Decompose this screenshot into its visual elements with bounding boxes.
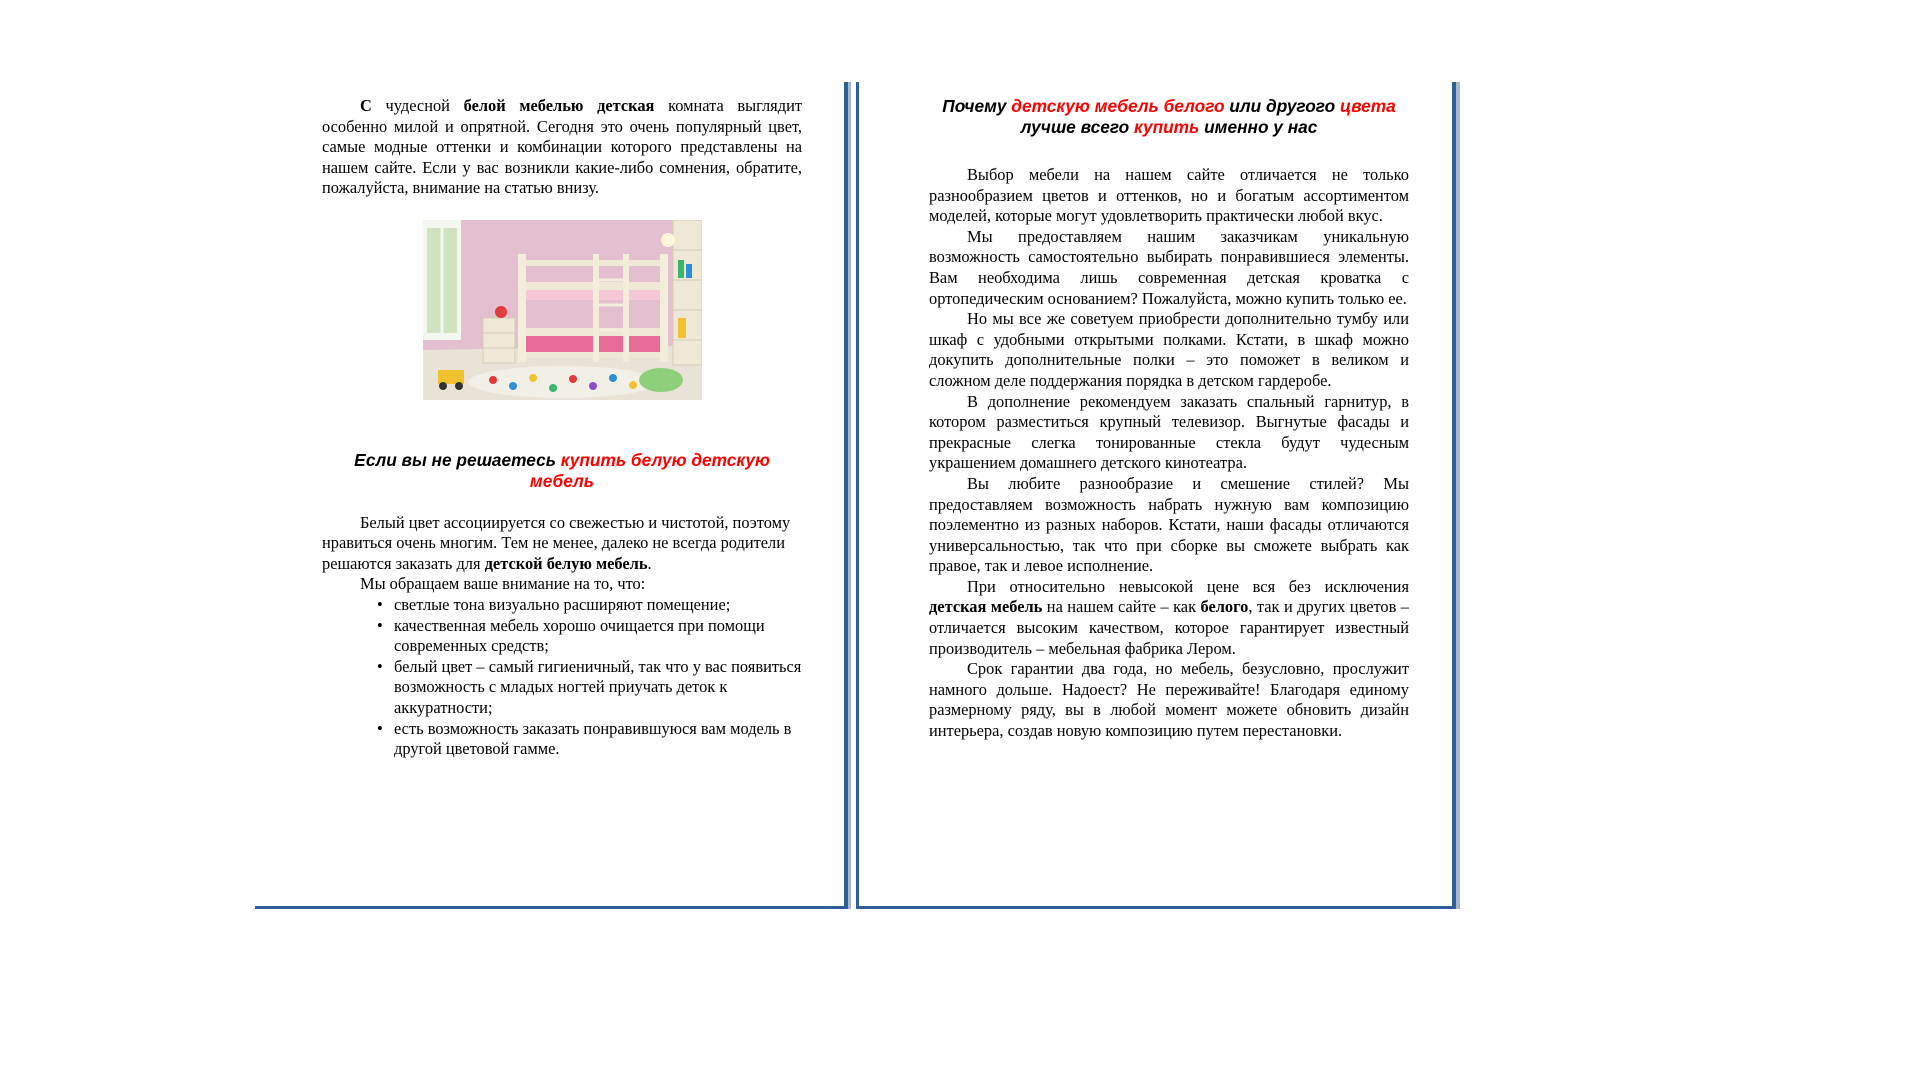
p6-bold-1: детская мебель <box>929 597 1043 617</box>
bullet-list <box>322 595 802 760</box>
right-paragraph-6 <box>929 577 1409 659</box>
p6-text-1: на нашем сайте – как <box>1042 597 1201 617</box>
right-paragraph: Мы предоставляем нашим заказчикам уникальную возможность самостоятельно выбирать понравившиеся элементы. Вам необходима лишь современная детская кроватка с ортопедическим основанием? Пожалуйста, можно купить только ее. <box>929 226 1409 308</box>
right-paragraph-7: Срок гарантии два года, но мебель, безусловно, прослужит намного дольше. Надоест? Не переживайте! Благодаря единому размерному ряду, вы в любой момент можете обновить дизайн интерьера, создав новую композицию путем перестановки. <box>929 659 1409 741</box>
para1-bold: детской белую мебель <box>484 553 648 573</box>
list-item: • белый цвет – самый гигиеничный, так что у вас появиться возможность с младых ногтей приучать деток к аккуратности; <box>394 657 802 719</box>
right-paragraph: Выбор мебели на нашем сайте отличается не только разнообразием цветов и оттенков, но и богатым ассортиментом моделей, которые могут удовлетворить практически любой вкус. <box>929 165 1409 226</box>
intro-bold-phrase: белой мебелью детская <box>463 96 655 115</box>
intro-text-start: чудесной <box>385 96 450 115</box>
rh-red-f: купить <box>1133 117 1200 137</box>
left-heading-text: Если вы не решаетесь <box>354 449 561 470</box>
rh-text-g: именно у нас <box>1199 117 1318 137</box>
list-item: • есть возможность заказать понравившуюся вам модель в другой цветовой гамме. <box>394 719 802 760</box>
right-paragraph: В дополнение рекомендуем заказать спальный гарнитур, в котором разместиться крупный телевизор. Выгнутые фасады и прекрасные слегка тонированные стекла будут чудесным украшением домашнего детского кинотеатра. <box>929 391 1409 473</box>
intro-bold-c: С <box>360 96 372 115</box>
rh-red-d: цвета <box>1339 96 1396 116</box>
document-page-right <box>856 82 1456 909</box>
photo-container <box>322 220 802 406</box>
rh-text-c: или другого <box>1224 96 1340 116</box>
p6-bold-2: белого <box>1200 597 1249 617</box>
left-heading-red-link: купить белую детскую мебель <box>529 449 770 491</box>
rh-text-a: Почему <box>942 96 1012 116</box>
list-item: • качественная мебель хорошо очищается при помощи современных средств; <box>394 616 802 657</box>
right-section-heading <box>929 96 1409 138</box>
p6-text-2: , так и других цветов – отличается высоким качеством, которое гарантирует известный производитель – мебельная фабрика Лером. <box>929 597 1409 658</box>
rh-text-e: лучше всего <box>1020 117 1134 137</box>
right-text-column <box>929 96 1409 742</box>
intro-text-rest: комната выглядит особенно милой и опрятной. Сегодня это очень популярный цвет, самые модные оттенки и комбинации которого представлены на нашем сайте. Если у вас возникли какие-либо сомнения, обратите, пожалуйста, внимание на статью внизу. <box>322 96 802 198</box>
bunk-bed-kids-room-photo <box>423 220 702 400</box>
p6-text-0: При относительно невысокой цене вся без исключения <box>967 576 1409 596</box>
left-paragraph-2: Мы обращаем ваше внимание на то, что: <box>360 574 646 594</box>
right-paragraph: Вы любите разнообразие и смешение стилей? Мы предоставляем возможность набрать нужную вам композицию поэлементно из разных наборов. Кстати, наши фасады отличаются универсальностью, так что при сборке вы сможете выбрать как правое, так и левое исполнение. <box>929 473 1409 576</box>
rh-red-b: детскую мебель белого <box>1011 96 1225 116</box>
list-item: • светлые тона визуально расширяют помещение; <box>394 595 802 616</box>
intro-paragraph <box>322 96 802 199</box>
document-page-left <box>255 82 848 909</box>
para1-end: . <box>647 553 652 573</box>
left-text-column <box>322 96 802 760</box>
right-paragraph: Но мы все же советуем приобрести дополнительно тумбу или шкаф с удобными открытыми полками. Кстати, в шкаф можно докупить дополнительные полки – это поможет в великом и сложном деле поддержания порядка в детском гардеробе. <box>929 309 1409 390</box>
para1-text: Белый цвет ассоциируется со свежестью и чистотой, поэтому нравиться очень многим. Тем не менее, далеко не всегда родители решаются заказать для <box>322 512 791 573</box>
left-section-heading <box>322 450 802 492</box>
left-paragraph-1 <box>322 513 802 575</box>
